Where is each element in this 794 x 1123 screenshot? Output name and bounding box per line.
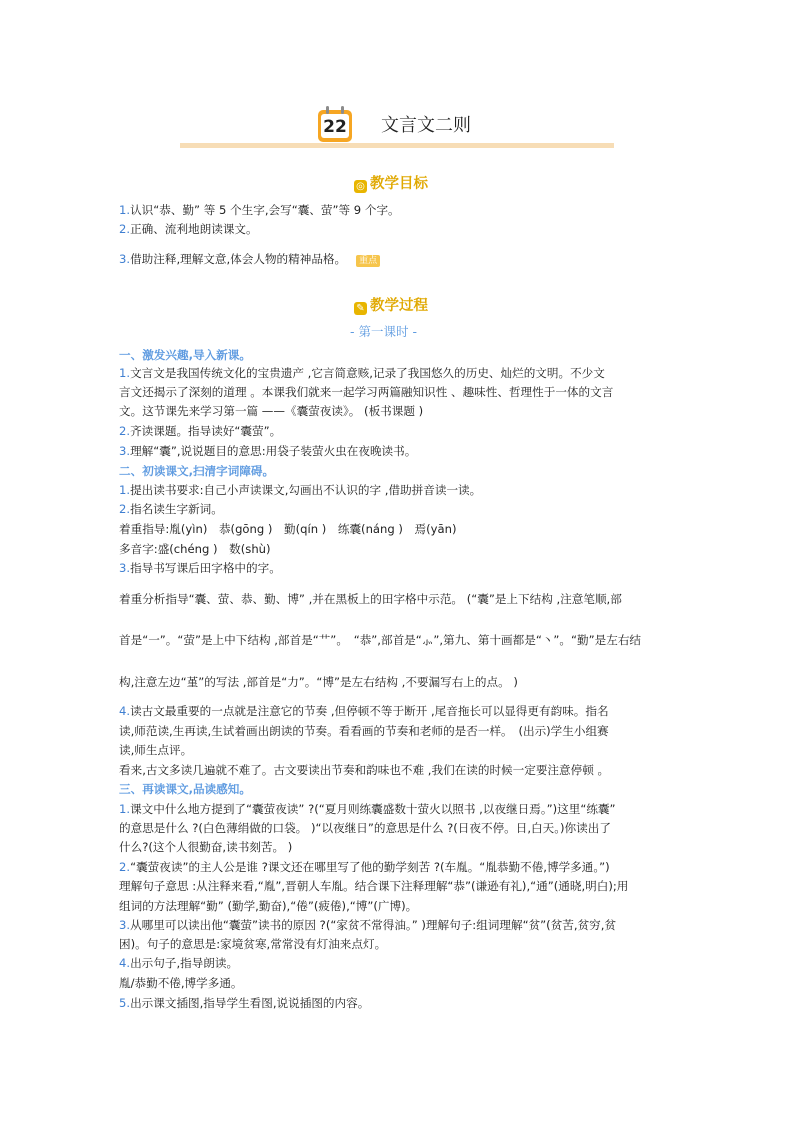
para-1b: 言文还揭示了深刻的道理 。本课我们就来一起学习两篇融知识性 、趣味性、哲理性于一体的文言 bbox=[119, 385, 614, 399]
para-q7: 3.从哪里可以读出他“囊萤”读书的原因 ?(“家贫不常得油。” )理解句子:组词理解“贫”(贫苦,贫穷,贫 bbox=[119, 918, 617, 932]
para-q11: 5.出示课文插图,指导学生看图,说说插图的内容。 bbox=[119, 996, 370, 1010]
para-q4: 2.“囊萤夜读”的主人公是谁 ?课文还在哪里写了他的勤学刻苦 ?(车胤。“胤恭勤不倦,博学多通。”) bbox=[119, 860, 610, 874]
para-1c: 文。这节课先来学习第一篇 ——《囊萤夜读》。 (板书课题 ) bbox=[119, 404, 424, 418]
para-m5: 3.指导书写课后田字格中的字。 bbox=[119, 561, 281, 575]
goal-3: 3.借助注释,理解文意,体会人物的精神品格。 重点 bbox=[119, 251, 679, 267]
para-r3: 读,师生点评。 bbox=[119, 743, 193, 757]
para-m2: 2.指名读生字新词。 bbox=[119, 502, 223, 516]
section-1-heading: 一、激发兴趣,导入新课。 bbox=[119, 348, 251, 362]
para-q6: 组词的方法理解“勤” (勤学,勤奋),“倦”(疲倦),“博”(广博)。 bbox=[119, 899, 418, 913]
para-q8: 困)。句子的意思是:家境贫寒,常常没有灯油来点灯。 bbox=[119, 937, 387, 951]
calendar-icon bbox=[316, 104, 356, 144]
para-q9: 4.出示句子,指导朗读。 bbox=[119, 956, 239, 970]
title-rule bbox=[180, 143, 614, 148]
para-m1: 1.提出读书要求:自己小声读课文,勾画出不认识的字 ,借助拼音读一读。 bbox=[119, 483, 482, 497]
para-m4: 多音字:盛(chéng ) 数(shù) bbox=[119, 542, 271, 556]
para-1a: 1.文言文是我国传统文化的宝贵遗产 ,它言简意赅,记录了我国悠久的历史、灿烂的文明。不少文 bbox=[119, 366, 605, 380]
goal-2: 2.正确、流利地朗读课文。 bbox=[119, 222, 258, 236]
target-icon: ◎ bbox=[354, 180, 367, 193]
para-r1: 4.读古文最重要的一点就是注意它的节奏 ,但停顿不等于断开 ,尾音拖长可以显得更有韵味。指名 bbox=[119, 704, 609, 718]
process-subheading: - 第一课时 - bbox=[350, 324, 417, 339]
para-2: 2.齐读课题。指导读好“囊萤”。 bbox=[119, 424, 282, 438]
goal-1: 1.认识“恭、勤” 等 5 个生字,会写“囊、萤”等 9 个字。 bbox=[119, 203, 400, 217]
para-w1: 着重分析指导“囊、萤、恭、勤、博” ,并在黑板上的田字格中示范。 (“囊”是上下结构 ,注意笔顺,部 bbox=[119, 592, 622, 606]
para-q2: 的意思是什么 ?(白色薄绢做的口袋。 )“以夜继日”的意思是什么 ?(日夜不停。日,白天。)你读出了 bbox=[119, 821, 611, 835]
para-w2: 首是“一”。“萤”是上中下结构 ,部首是“艹”。 “恭”,部首是“⺗”,第九、第十画都是“丶”。“勤”是左右结 bbox=[119, 633, 642, 647]
pencil-icon: ✎ bbox=[354, 302, 367, 315]
para-m3: 着重指导:胤(yìn) 恭(gōng ) 勤(qín ) 练囊(náng ) 焉(yān) bbox=[119, 522, 457, 536]
para-q1: 1.课文中什么地方提到了“囊萤夜读” ?(“夏月则练囊盛数十萤火以照书 ,以夜继日焉。”)这里“练囊” bbox=[119, 802, 616, 816]
para-r4: 看来,古文多读几遍就不难了。古文要读出节奏和韵味也不难 ,我们在读的时候一定要注意停顿 。 bbox=[119, 763, 610, 777]
key-point-badge: 重点 bbox=[356, 255, 380, 267]
process-heading bbox=[354, 296, 428, 315]
lesson-number: 22 bbox=[323, 117, 347, 137]
lesson-title: 文言文二则 bbox=[381, 115, 471, 136]
section-2-heading: 二、初读课文,扫清字词障碍。 bbox=[119, 464, 275, 478]
para-q5: 理解句子意思 :从注释来看,“胤”,晋朝人车胤。结合课下注释理解“恭”(谦逊有礼),“通”(通晓,明白);用 bbox=[119, 879, 629, 893]
process-heading-text: 教学过程 bbox=[370, 298, 428, 314]
section-3-heading: 三、再读课文,品读感知。 bbox=[119, 782, 251, 796]
para-3: 3.理解“囊”,说说题目的意思:用袋子装萤火虫在夜晚读书。 bbox=[119, 444, 417, 458]
para-q3: 什么?(这个人很勤奋,读书刻苦。 ) bbox=[119, 840, 293, 854]
para-q10: 胤/恭勤不倦,博学多通。 bbox=[119, 976, 243, 990]
para-r2: 读,师范读,生再读,生试着画出朗读的节奏。看看画的节奏和老师的是否一样。 (出示)学生小组赛 bbox=[119, 724, 609, 738]
goals-heading bbox=[354, 174, 428, 193]
goals-heading-text: 教学目标 bbox=[370, 176, 428, 192]
para-w3: 构,注意左边“堇”的写法 ,部首是“力”。“博”是左右结构 ,不要漏写右上的点。 ) bbox=[119, 675, 518, 689]
